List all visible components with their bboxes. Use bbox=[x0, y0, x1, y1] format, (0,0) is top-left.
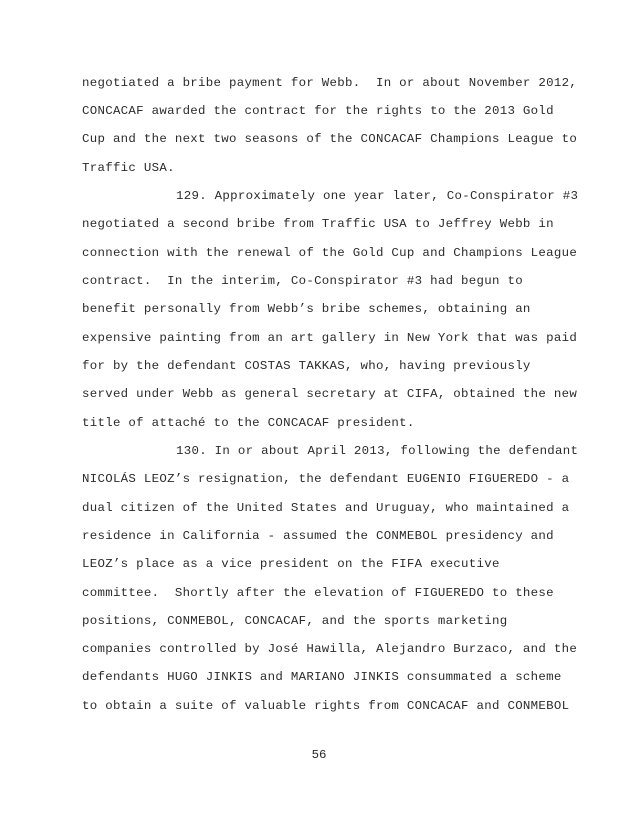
text-line: Cup and the next two seasons of the CONCACAF Champions League to bbox=[82, 132, 578, 146]
text-line: NICOLÁS LEOZ’s resignation, the defendant EUGENIO FIGUEREDO - a bbox=[82, 472, 570, 486]
text-line: committee. Shortly after the elevation of FIGUEREDO to these bbox=[82, 586, 554, 600]
text-line: positions, CONMEBOL, CONCACAF, and the sports marketing bbox=[82, 614, 508, 628]
paragraph-130-start: 130. In or about April 2013, following the defendant bbox=[176, 444, 579, 458]
text-line: companies controlled by José Hawilla, Alejandro Burzaco, and the bbox=[82, 642, 578, 656]
text-line: connection with the renewal of the Gold Cup and Champions League bbox=[82, 246, 578, 260]
text-line: dual citizen of the United States and Uruguay, who maintained a bbox=[82, 501, 570, 515]
paragraph-129-start: 129. Approximately one year later, Co-Conspirator #3 bbox=[176, 189, 579, 203]
text-line: defendants HUGO JINKIS and MARIANO JINKIS consummated a scheme bbox=[82, 670, 562, 684]
text-line: negotiated a bribe payment for Webb. In or about November 2012, bbox=[82, 76, 578, 90]
text-line: expensive painting from an art gallery in New York that was paid bbox=[82, 331, 578, 345]
text-line: Traffic USA. bbox=[82, 161, 175, 175]
text-line: benefit personally from Webb’s bribe schemes, obtaining an bbox=[82, 302, 531, 316]
text-line: for by the defendant COSTAS TAKKAS, who, having previously bbox=[82, 359, 531, 373]
text-line: negotiated a second bribe from Traffic USA to Jeffrey Webb in bbox=[82, 217, 554, 231]
text-line: contract. In the interim, Co-Conspirator #3 had begun to bbox=[82, 274, 523, 288]
text-line: to obtain a suite of valuable rights from CONCACAF and CONMEBOL bbox=[82, 699, 570, 713]
text-line: residence in California - assumed the CONMEBOL presidency and bbox=[82, 529, 554, 543]
text-line: CONCACAF awarded the contract for the rights to the 2013 Gold bbox=[82, 104, 554, 118]
text-line: LEOZ’s place as a vice president on the FIFA executive bbox=[82, 557, 500, 571]
text-line: title of attaché to the CONCACAF president. bbox=[82, 416, 415, 430]
page-number: 56 bbox=[311, 748, 327, 762]
text-line: served under Webb as general secretary at CIFA, obtained the new bbox=[82, 387, 578, 401]
